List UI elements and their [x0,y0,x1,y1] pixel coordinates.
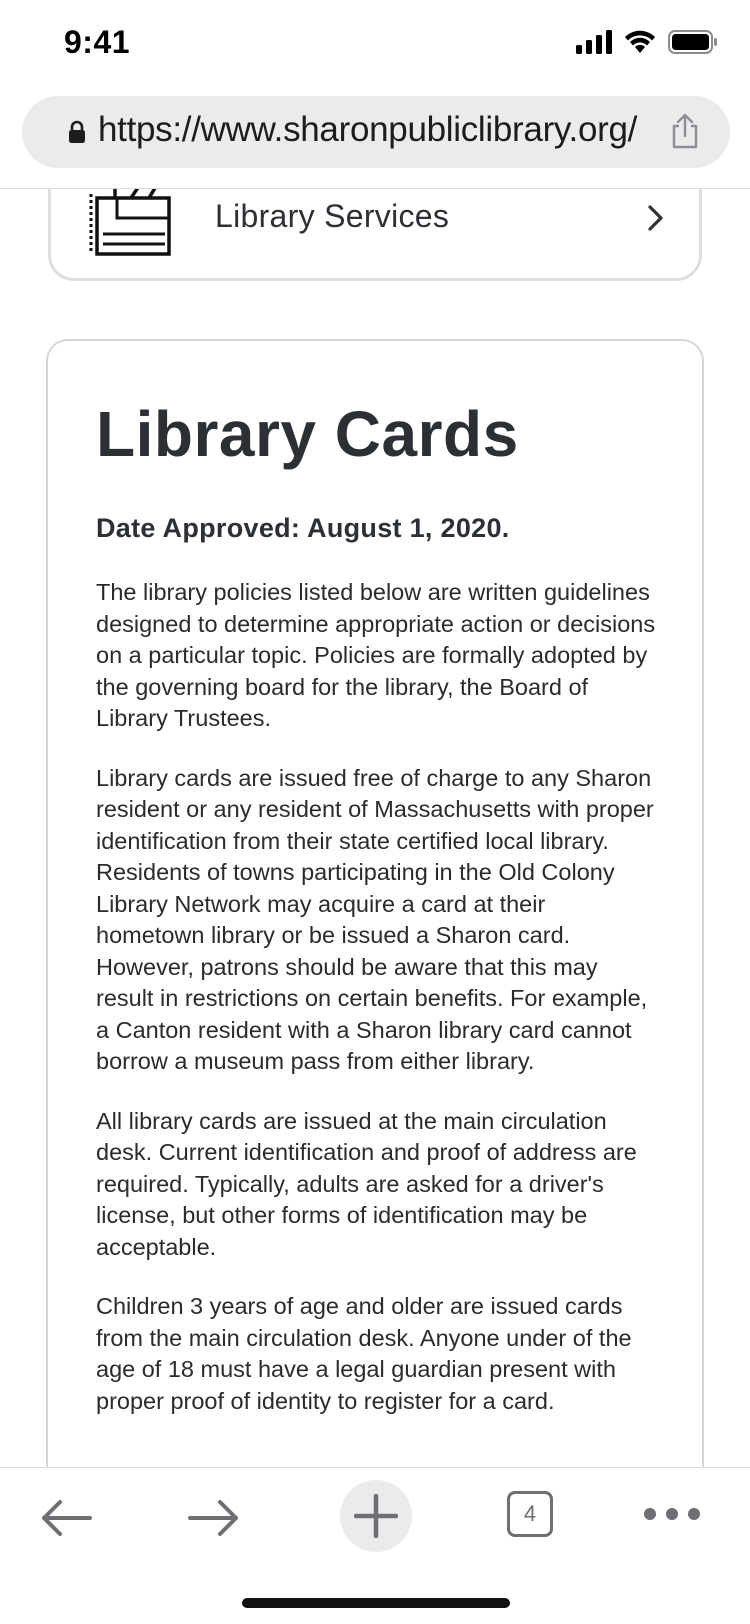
status-icons [576,30,718,54]
tab-count: 4 [507,1491,553,1537]
status-time: 9:41 [64,24,131,60]
tab-switcher-button[interactable] [506,1490,554,1538]
cellular-signal-icon [576,30,612,54]
library-services-link[interactable] [48,189,702,281]
policy-paragraph: Children 3 years of age and older are issued cards from the main circulation desk. Anyone under of the age of 18 must have a legal guardian present with proper proof of identity to register for a card. [96,1293,632,1414]
policy-paragraph: All library cards are issued at the main circulation desk. Current identification and proof of address are required. Typically, adults are asked for a driver's license, but other forms of identification may be acceptable. [96,1107,637,1260]
policy-paragraph: The library policies listed below are written guidelines designed to determine appropriate action or decisions on a particular topic. Policies are formally adopted by the governing board for the library, the Board of Library Trustees. [96,579,656,731]
battery-icon [668,30,718,54]
url-text[interactable]: https://www.sharonpubliclibrary.org/ [98,110,638,149]
forward-button[interactable] [184,1488,244,1548]
more-menu-button[interactable] [640,1496,704,1532]
library-services-label: Library Services [215,198,450,234]
wifi-icon [624,30,656,54]
lock-icon [68,120,86,144]
web-content[interactable] [0,189,750,1467]
page-title: Library Cards [96,398,519,470]
policy-paragraph: Library cards are issued free of charge to any Sharon resident or any resident of Massachusetts with proper identification from their state certified local library. Residents of towns participating in the Old Colony Library Network may acquire a card at their hometown library or be issued a Sharon card. However, patrons should be aware that this may result in restrictions on certain benefits. For example, a Canton resident with a Sharon library card cannot borrow a museum pass from either library. [96,764,654,1074]
more-icon [642,1506,702,1522]
library-card-icon [87,189,177,260]
chevron-right-icon [647,204,665,232]
back-button[interactable] [36,1488,96,1548]
policy-body [96,577,656,1445]
browser-toolbar [0,1467,750,1624]
new-tab-button[interactable] [340,1480,412,1552]
share-icon[interactable] [670,112,700,150]
date-approved: Date Approved: August 1, 2020. [96,513,510,543]
status-bar [0,0,750,92]
plus-icon [354,1494,398,1538]
address-bar[interactable] [22,96,730,168]
library-cards-policy [46,339,704,1467]
home-indicator[interactable] [242,1598,510,1608]
arrow-left-icon [38,1498,94,1538]
arrow-right-icon [186,1498,242,1538]
